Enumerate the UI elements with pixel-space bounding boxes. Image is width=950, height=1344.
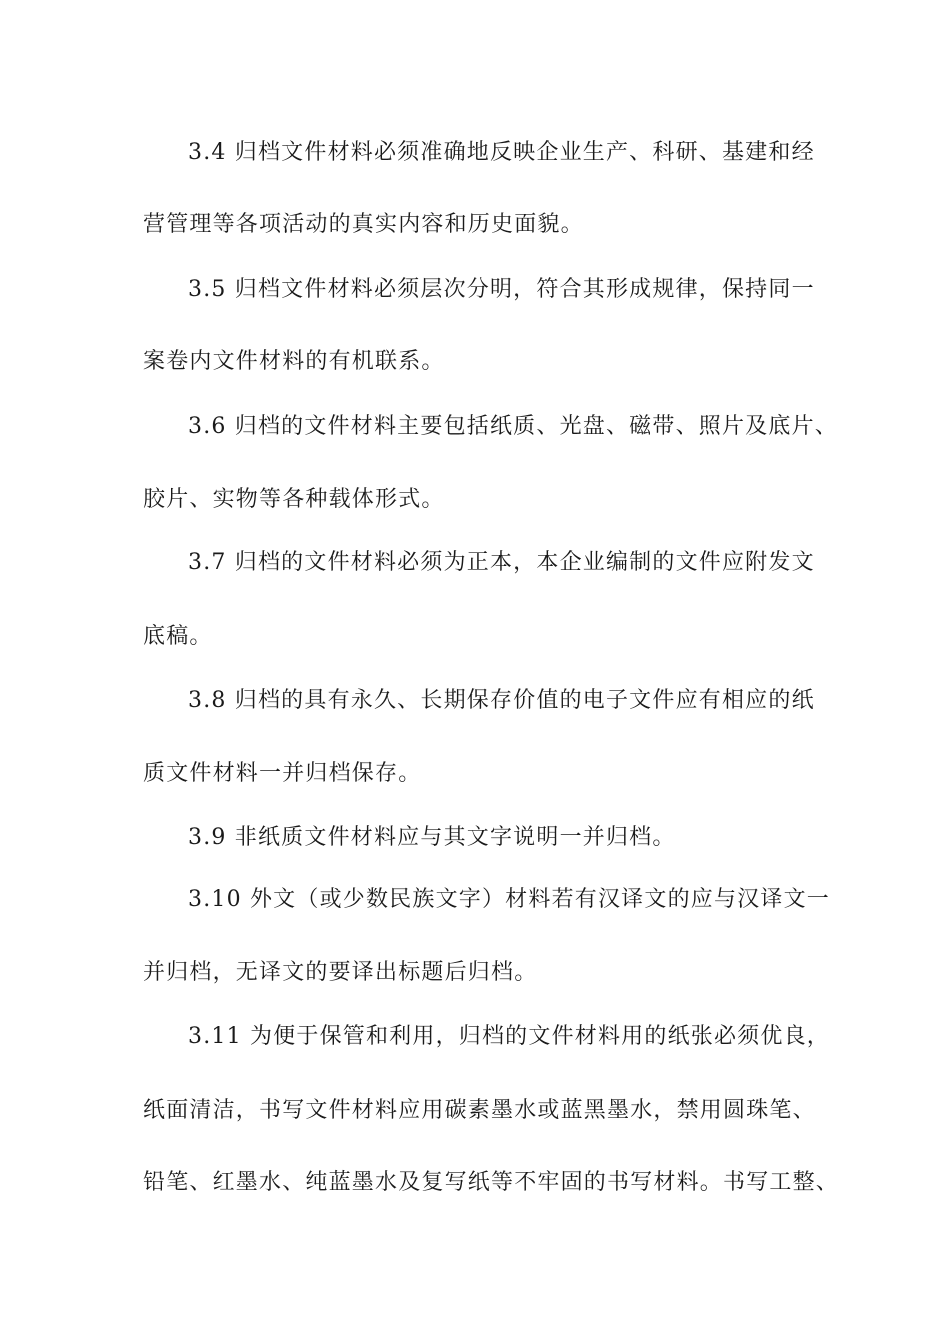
paragraph-3-5-line-1: 3.5 归档文件材料必须层次分明，符合其形成规律，保持同一 [188, 277, 815, 302]
paragraph-3-6-line-2: 胶片、实物等各种载体形式。 [143, 487, 445, 512]
paragraph-3-8-line-2: 质文件材料一并归档保存。 [143, 761, 422, 786]
paragraph-3-11-line-1: 3.11 为便于保管和利用，归档的文件材料用的纸张必须优良， [188, 1024, 830, 1049]
paragraph-3-10-line-1: 3.10 外文（或少数民族文字）材料若有汉译文的应与汉译文一 [188, 887, 830, 912]
paragraph-3-5-line-2: 案卷内文件材料的有机联系。 [143, 349, 445, 374]
paragraph-3-4-line-1: 3.4 归档文件材料必须准确地反映企业生产、科研、基建和经 [188, 140, 815, 165]
paragraph-3-10-line-2: 并归档，无译文的要译出标题后归档。 [143, 960, 538, 985]
paragraph-3-9-line-1: 3.9 非纸质文件材料应与其文字说明一并归档。 [188, 825, 676, 850]
paragraph-3-7-line-2: 底稿。 [143, 624, 213, 649]
paragraph-3-7-line-1: 3.7 归档的文件材料必须为正本，本企业编制的文件应附发文 [188, 550, 815, 575]
paragraph-3-8-line-1: 3.8 归档的具有永久、长期保存价值的电子文件应有相应的纸 [188, 688, 815, 713]
paragraph-3-6-line-1: 3.6 归档的文件材料主要包括纸质、光盘、磁带、照片及底片、 [188, 414, 838, 439]
paragraph-3-11-line-3: 铅笔、红墨水、纯蓝墨水及复写纸等不牢固的书写材料。书写工整、 [143, 1170, 840, 1195]
paragraph-3-11-line-2: 纸面清洁，书写文件材料应用碳素墨水或蓝黑墨水，禁用圆珠笔、 [143, 1098, 816, 1123]
paragraph-3-4-line-2: 营管理等各项活动的真实内容和历史面貌。 [143, 212, 584, 237]
